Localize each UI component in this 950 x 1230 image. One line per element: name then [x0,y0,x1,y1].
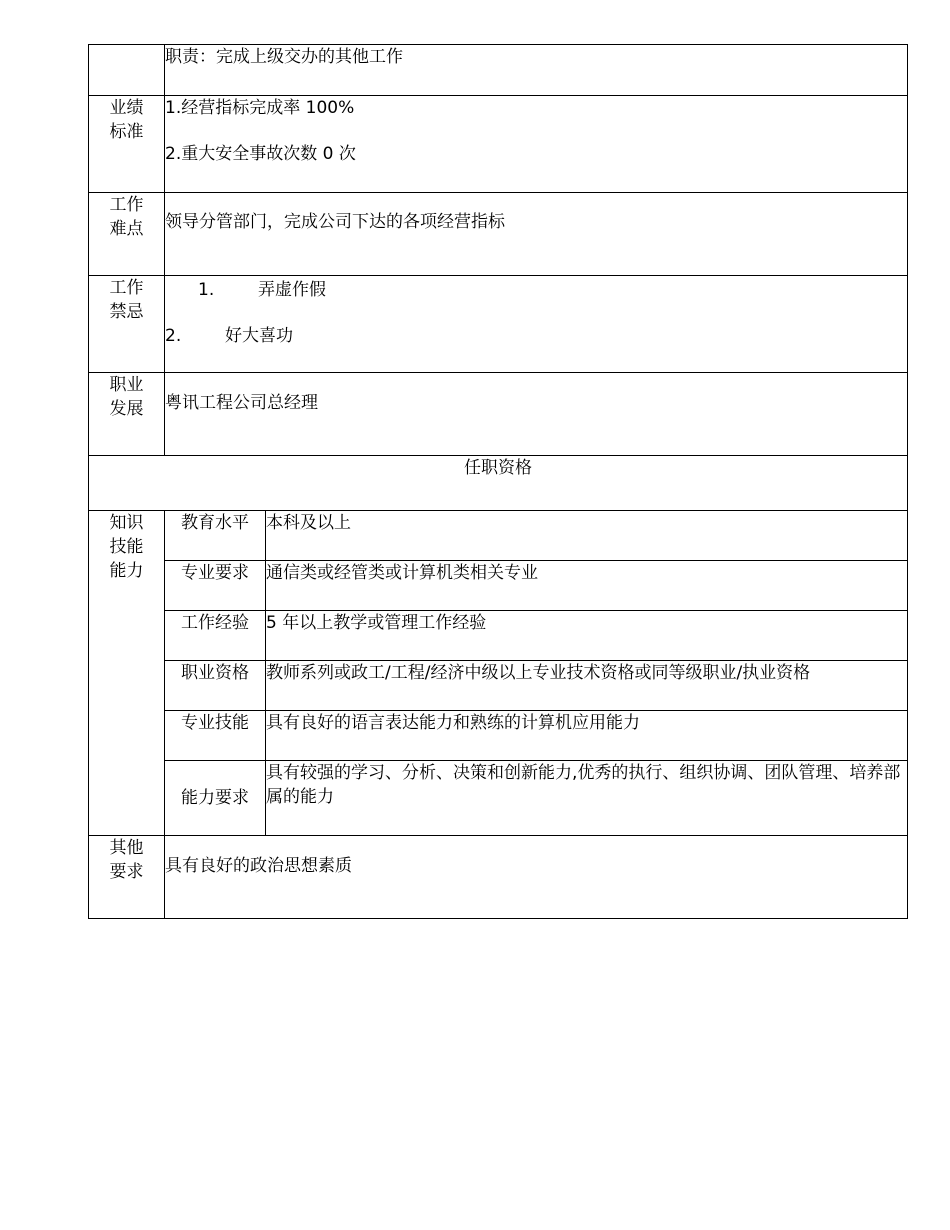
taboo-item: 2. 好大喜功 [165,326,293,346]
qualification-row [89,511,908,561]
qualification-row [89,711,908,761]
performance-item: 1.经营指标完成率 100% [165,98,355,118]
career-text: 粤讯工程公司总经理 [165,373,908,456]
performance-item: 2.重大安全事故次数 0 次 [165,144,356,164]
difficulty-label: 工作 难点 [89,193,165,276]
qualification-row [89,611,908,661]
qualification-label: 工作经验 [165,611,266,661]
qualification-label: 能力要求 [165,761,266,836]
qualification-value: 本科及以上 [266,511,908,561]
performance-row [89,96,908,193]
qualification-row [89,561,908,611]
qualification-value: 具有较强的学习、分析、决策和创新能力,优秀的执行、组织协调、团队管理、培养部属的能力 [266,761,908,836]
qualification-header-row [89,456,908,511]
qualification-value: 通信类或经管类或计算机类相关专业 [266,561,908,611]
performance-content [165,96,908,193]
qualification-label: 专业技能 [165,711,266,761]
qualification-title: 任职资格 [89,456,908,511]
taboo-label: 工作 禁忌 [89,276,165,373]
qualification-label: 专业要求 [165,561,266,611]
difficulty-row [89,193,908,276]
other-label: 其他 要求 [89,836,165,919]
other-row [89,836,908,919]
qualification-value: 教师系列或政工/工程/经济中级以上专业技术资格或同等级职业/执业资格 [266,661,908,711]
other-text: 具有良好的政治思想素质 [165,836,908,919]
taboo-content [165,276,908,373]
duty-label-cell [89,45,165,96]
qualification-label: 职业资格 [165,661,266,711]
duty-text: 职责：完成上级交办的其他工作 [165,45,908,96]
taboo-item: 1. 弄虚作假 [198,280,326,300]
knowledge-skill-label: 知识 技能 能力 [89,511,165,836]
qualification-row [89,761,908,836]
career-row [89,373,908,456]
career-label: 职业 发展 [89,373,165,456]
difficulty-text: 领导分管部门，完成公司下达的各项经营指标 [165,193,908,276]
qualification-row [89,661,908,711]
job-description-table [88,44,908,919]
duty-row [89,45,908,96]
performance-label: 业绩 标准 [89,96,165,193]
qualification-value: 5 年以上教学或管理工作经验 [266,611,908,661]
taboo-row [89,276,908,373]
qualification-value: 具有良好的语言表达能力和熟练的计算机应用能力 [266,711,908,761]
qualification-label: 教育水平 [165,511,266,561]
